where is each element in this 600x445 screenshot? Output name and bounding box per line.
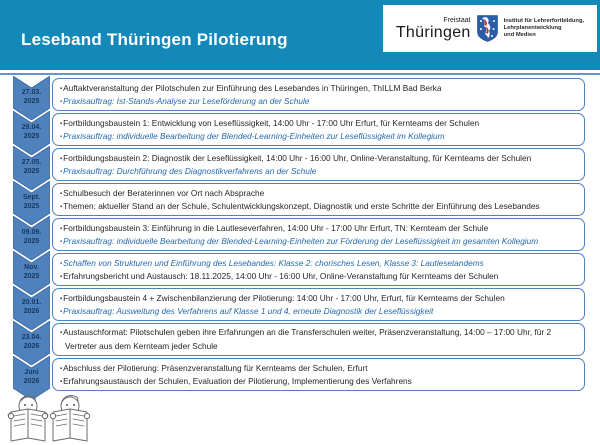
bullet-line: ▪Schulbesuch der Beraterinnen vor Ort nach Absprache bbox=[60, 187, 265, 198]
bullet-icon: ▪ bbox=[60, 238, 63, 245]
date-label: 23.04. 2026 bbox=[21, 334, 42, 350]
timeline-entry-box bbox=[52, 323, 585, 356]
logo-box bbox=[383, 5, 597, 52]
header-divider bbox=[0, 73, 600, 75]
timeline-entry-box bbox=[52, 78, 585, 111]
bullet-line-praxisauftrag: ▪Praxisauftrag: Ist-Stands-Analyse zur Leseförderung an der Schule bbox=[60, 95, 310, 106]
timeline-row bbox=[13, 323, 585, 356]
bullet-line: ▪Auftaktveranstaltung der Pilotschulen zur Einführung des Lesebandes in Thüringen, ThILLM Bad Berka bbox=[60, 82, 442, 93]
bullet-icon: ▪ bbox=[60, 190, 63, 197]
bullet-icon: ▪ bbox=[60, 308, 63, 315]
bullet-icon: ▪ bbox=[60, 203, 63, 210]
institute-name: Institut für Lehrerfortbildung, Lehrplanentwicklung und Medien bbox=[503, 18, 585, 38]
bullet-line: ▪Erfahrungsbericht und Austausch: 18.11.2025, 14:00 Uhr - 16:00 Uhr, Online-Veranstaltung für Kernteams der Schulen bbox=[60, 270, 499, 281]
bullet-icon: ▪ bbox=[60, 378, 63, 385]
bullet-icon: ▪ bbox=[60, 120, 63, 127]
bullet-icon: ▪ bbox=[60, 225, 63, 232]
bullet-line-praxisauftrag: ▪Praxisauftrag: individuelle Bearbeitung der Blended-Learning-Einheiten zur Förderung der Leseflüssigkeit im gesamten Kollegium bbox=[60, 235, 539, 246]
timeline-row bbox=[13, 78, 585, 111]
date-label: 20.01. 2026 bbox=[21, 299, 42, 315]
timeline-row bbox=[13, 288, 585, 321]
bullet-icon: ▪ bbox=[60, 260, 63, 267]
bullet-line-praxisauftrag: ▪Praxisauftrag: individuelle Bearbeitung der Blended-Learning-Einheiten zur Leseflüssigkeit im Kollegium bbox=[60, 130, 445, 141]
timeline-row bbox=[13, 253, 585, 286]
bullet-line: ▪Fortbildungsbaustein 2: Diagnostik der Leseflüssigkeit, 14:00 Uhr - 16:00 Uhr, Online-Veranstaltung, für Kernteams der Schulen bbox=[60, 152, 532, 163]
reading-children-illustration bbox=[6, 392, 94, 444]
timeline-row bbox=[13, 113, 585, 146]
date-label: Nov. 2025 bbox=[23, 264, 40, 280]
bullet-icon: ▪ bbox=[60, 365, 63, 372]
timeline-entry-box bbox=[52, 113, 585, 146]
date-label: Juni 2026 bbox=[23, 369, 40, 385]
bullet-icon: ▪ bbox=[60, 330, 63, 336]
bullet-line: ▪Fortbildungsbaustein 3: Einführung in die Lautleseverfahren, 14:00 Uhr - 17:00 Uhr Erfurt, TN: Kernteam der Schule bbox=[60, 222, 489, 233]
date-label: 27.03. 2025 bbox=[21, 89, 42, 105]
bullet-icon: ▪ bbox=[60, 155, 63, 162]
timeline bbox=[13, 78, 585, 393]
bullet-line: ▪Fortbildungsbaustein 4 + Zwischenbilanzierung der Pilotierung: 14:00 Uhr - 17:00 Uhr, Erfurt, für Kernteams der Schulen bbox=[60, 292, 505, 303]
bullet-line-praxisauftrag: ▪Praxisauftrag: Durchführung des Diagnostikverfahrens an der Schule bbox=[60, 165, 317, 176]
bullet-line: ▪Austauschformat: Pilotschulen geben ihre Erfahrungen an die Transferschulen weiter, Präsenzveranstaltung, 14:00 – 17:00 Uhr, für 2 Vertreter aus dem Kernteam jeder Schule bbox=[60, 327, 552, 351]
bullet-icon: ▪ bbox=[60, 168, 63, 175]
timeline-row bbox=[13, 148, 585, 181]
timeline-row bbox=[13, 218, 585, 251]
bullet-line-praxisauftrag: ▪Schaffen von Strukturen und Einführung des Lesebandes: Klasse 2: chorisches Lesen, Klasse 3: Lautlesetandems bbox=[60, 257, 484, 268]
bullet-icon: ▪ bbox=[60, 85, 63, 92]
timeline-entry-box bbox=[52, 218, 585, 251]
bullet-icon: ▪ bbox=[60, 98, 63, 105]
bullet-icon: ▪ bbox=[60, 295, 63, 302]
date-label: 29.04. 2025 bbox=[21, 124, 42, 140]
date-label: 09.09. 2025 bbox=[21, 229, 42, 245]
thueringen-coat-of-arms-icon bbox=[477, 15, 498, 42]
bullet-icon: ▪ bbox=[60, 273, 63, 280]
timeline-entry-box bbox=[52, 148, 585, 181]
timeline-entry-box bbox=[52, 288, 585, 321]
timeline-entry-box bbox=[52, 253, 585, 286]
page-title: Leseband Thüringen Pilotierung bbox=[21, 30, 288, 49]
bullet-line: ▪Erfahrungsaustausch der Schulen, Evaluation der Pilotierung, Implementierung des Verfahrens bbox=[60, 375, 412, 386]
timeline-row bbox=[13, 358, 585, 391]
date-label: Sept. 2025 bbox=[22, 194, 41, 210]
date-label: 27.05. 2025 bbox=[21, 159, 42, 175]
timeline-row bbox=[13, 183, 585, 216]
bullet-line: ▪Abschluss der Pilotierung: Präsenzveranstaltung für Kernteams der Schulen, Erfurt bbox=[60, 362, 368, 373]
bullet-line-praxisauftrag: ▪Praxisauftrag: Ausweitung des Verfahrens auf Klasse 1 und 4, erneute Diagnostik der Leseflüssigkeit bbox=[60, 305, 434, 316]
bullet-line: ▪Themen: aktueller Stand an der Schule, Schulentwicklungskonzept, Diagnostik und erste Schritte der Einführung des Lesebandes bbox=[60, 200, 540, 211]
header-band bbox=[0, 0, 600, 70]
thueringen-wordmark: Freistaat Thüringen bbox=[395, 16, 471, 41]
bullet-icon: ▪ bbox=[60, 133, 63, 140]
timeline-entry-box bbox=[52, 183, 585, 216]
bullet-line: ▪Fortbildungsbaustein 1: Entwicklung von Leseflüssigkeit, 14:00 Uhr - 17:00 Uhr Erfurt, für Kernteams der Schulen bbox=[60, 117, 480, 128]
timeline-entry-box bbox=[52, 358, 585, 391]
